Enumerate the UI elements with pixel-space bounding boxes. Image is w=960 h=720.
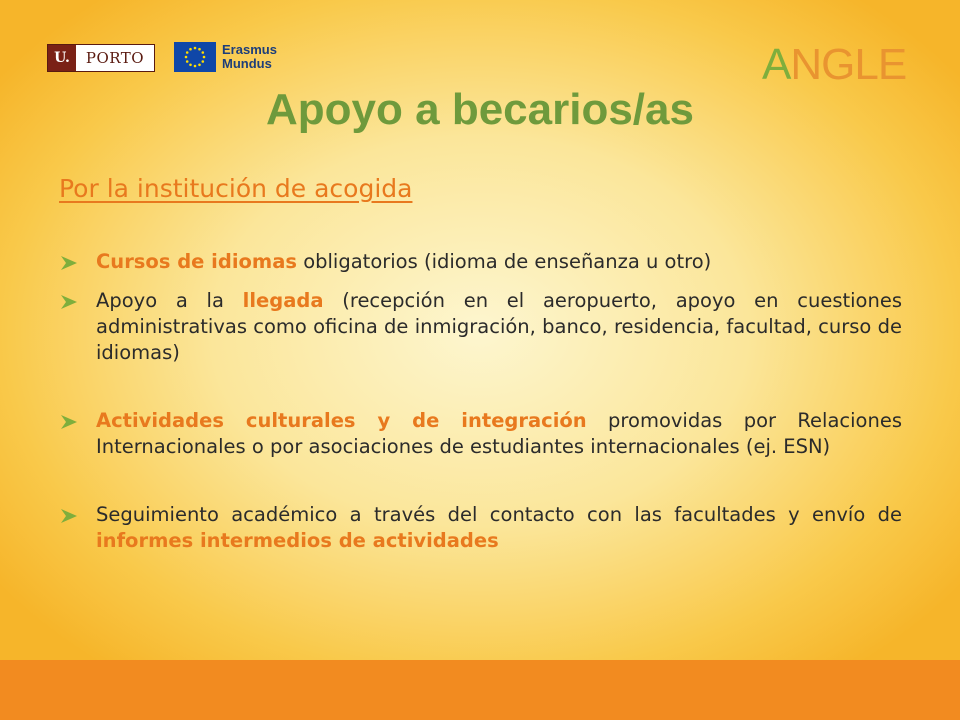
erasmus-logo-line2: Mundus: [222, 56, 272, 71]
angle-logo-a: A: [762, 40, 791, 89]
uporto-logo-text: PORTO: [85, 49, 145, 67]
angle-logo: [762, 40, 906, 90]
bullet-highlight: Cursos de idiomas: [96, 250, 297, 273]
bullet-item: [60, 502, 902, 554]
bullet-highlight: informes intermedios de actividades: [96, 529, 499, 552]
bullet-list: [60, 249, 902, 554]
bullet-text: (recepción en el aeropuerto, apoyo en cuestiones administrativas como oficina de inmigración, banco, residencia, facultad, curso de idiomas): [96, 289, 903, 364]
bullet-text: promovidas por Relaciones Internacionales o por asociaciones de estudiantes internacionales (ej. ESN): [96, 409, 903, 458]
slide-subtitle: Por la institución de acogida: [59, 174, 413, 203]
uporto-logo: [47, 44, 155, 72]
erasmus-logo-line1: Erasmus: [222, 42, 277, 57]
bullet-text-pre: Apoyo a la: [96, 289, 243, 312]
bullet-item: [60, 408, 902, 460]
angle-logo-rest: NGLE: [790, 40, 907, 89]
arrow-bullet-icon: [60, 414, 78, 430]
arrow-bullet-icon: [60, 294, 78, 310]
footer-bar: [0, 660, 960, 720]
uporto-logo-u: U.: [48, 45, 76, 71]
erasmus-mundus-logo: [174, 42, 277, 72]
bullet-item: [60, 249, 902, 275]
bullet-text-pre: Seguimiento académico a través del contacto con las facultades y envío de: [96, 503, 902, 526]
bullet-highlight: llegada: [242, 289, 324, 312]
bullet-highlight: Actividades culturales y de integración: [96, 409, 587, 432]
bullet-item: [60, 288, 902, 366]
bullet-text: obligatorios (idioma de enseñanza u otro): [297, 250, 712, 273]
arrow-bullet-icon: [60, 508, 78, 524]
slide-title: Apoyo a becarios/as: [266, 85, 694, 134]
arrow-bullet-icon: [60, 255, 78, 271]
eu-flag-icon: [174, 42, 216, 72]
